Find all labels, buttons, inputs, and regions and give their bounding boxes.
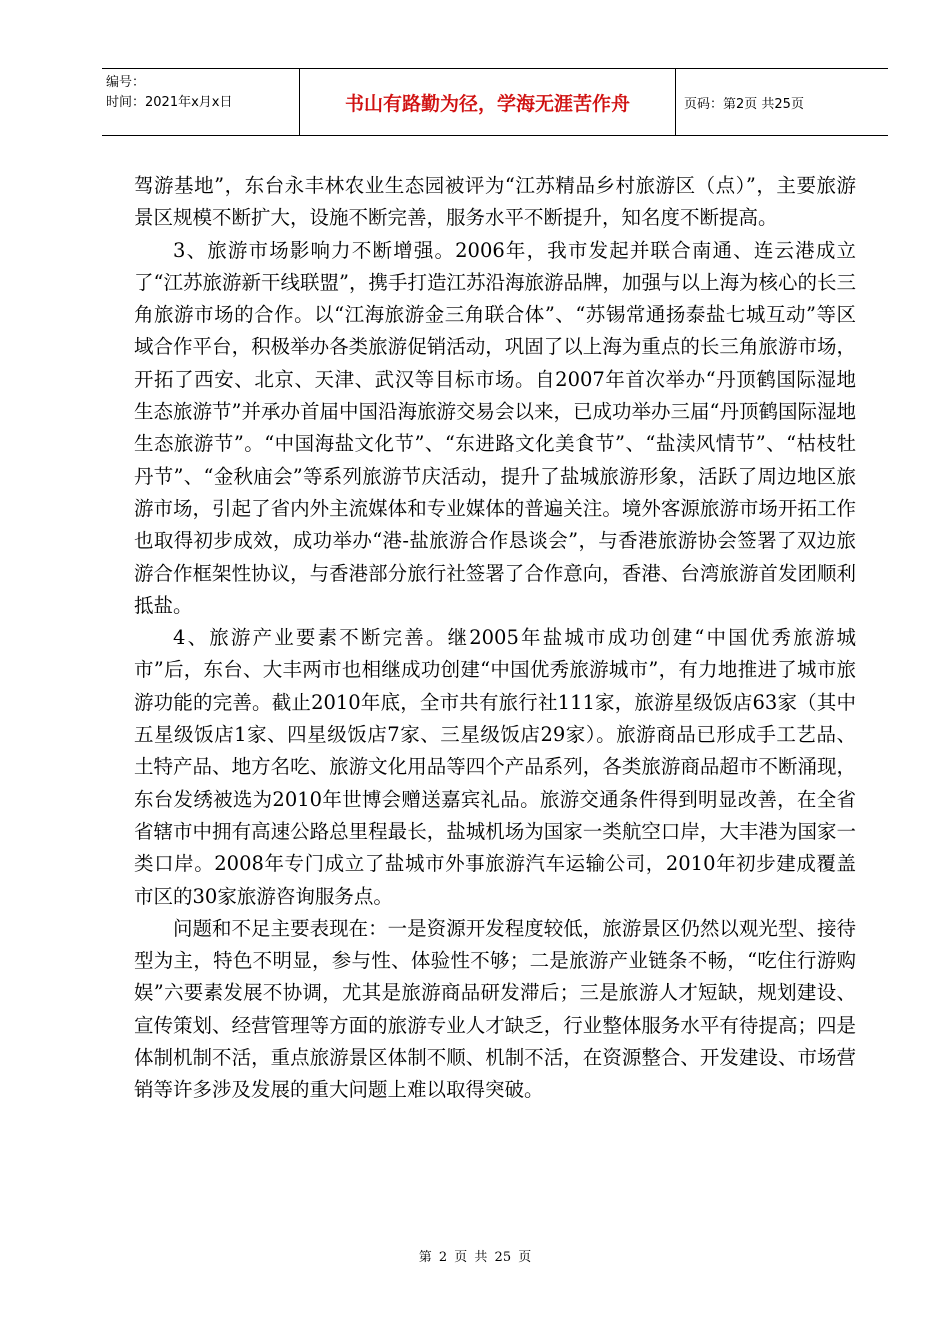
header-time: 时间：2021年x月x日 — [106, 95, 233, 110]
page-header — [102, 68, 888, 136]
paragraph-continuation: 驾游基地”，东台永丰林农业生态园被评为“江苏精品乡村旅游区（点）”，主要旅游景区规模不断扩大，设施不断完善，服务水平不断提升，知名度不断提高。 — [134, 174, 856, 230]
header-page-number: 页码：第2页 共25页 — [684, 96, 804, 112]
document-body — [134, 170, 856, 1107]
header-code: 编号： — [106, 75, 146, 90]
paragraph-industry-elements: 4、旅游产业要素不断完善。继2005年盐城市成功创建“中国优秀旅游城市”后，东台、大丰两市也相继成功创建“中国优秀旅游城市”，有力地推进了城市旅游功能的完善。截止2010年底，全市共有旅行社111家，旅游星级饭店63家（其中五星级饭店1家、四星级饭店7家、三星级饭店29家）。旅游商品已形成手工艺品、土特产品、地方名吃、旅游文化用品等四个产品系列，各类旅游商品超市不断涌现，东台发绣被选为2010年世博会赠送嘉宾礼品。旅游交通条件得到明显改善，在全省省辖市中拥有高速公路总里程最长，盐城机场为国家一类航空口岸，大丰港为国家一类口岸。2008年专门成立了盐城市外事旅游汽车运输公司，2010年初步建成覆盖市区的30家旅游咨询服务点。 — [134, 626, 856, 908]
paragraph-market-influence: 3、旅游市场影响力不断增强。2006年，我市发起并联合南通、连云港成立了“江苏旅游新干线联盟”，携手打造江苏沿海旅游品牌，加强与以上海为核心的长三角旅游市场的合作。以“江海旅游金三角联合体”、“苏锡常通扬泰盐七城互动”等区域合作平台，积极举办各类旅游促销活动，巩固了以上海为重点的长三角旅游市场，开拓了西安、北京、天津、武汉等目标市场。自2007年首次举办“丹顶鹤国际湿地生态旅游节”并承办首届中国沿海旅游交易会以来，已成功举办三届“丹顶鹤国际湿地生态旅游节”。“中国海盐文化节”、“东进路文化美食节”、“盐渎风情节”、“枯枝牡丹节”、“金秋庙会”等系列旅游节庆活动，提升了盐城旅游形象，活跃了周边地区旅游市场，引起了省内外主流媒体和专业媒体的普遍关注。境外客源旅游市场开拓工作也取得初步成效，成功举办“港-盐旅游合作恳谈会”，与香港旅游协会签署了双边旅游合作框架性协议，与香港部分旅行社签署了合作意向，香港、台湾旅游首发团顺利抵盐。 — [134, 238, 856, 617]
paragraph-problems: 问题和不足主要表现在：一是资源开发程度较低，旅游景区仍然以观光型、接待型为主，特色不明显，参与性、体验性不够；二是旅游产业链条不畅，“吃住行游购娱”六要素发展不协调，尤其是旅游商品研发滞后；三是旅游人才短缺，规划建设、宣传策划、经营管理等方面的旅游专业人才缺乏，行业整体服务水平有待提高；四是体制机制不活，重点旅游景区体制不顺、机制不活，在资源整合、开发建设、市场营销等许多涉及发展的重大问题上难以取得突破。 — [134, 916, 856, 1102]
header-motto: 书山有路勤为径，学海无涯苦作舟 — [300, 69, 676, 135]
page-footer: 第 2 页 共 25 页 — [418, 1250, 532, 1265]
header-meta — [102, 69, 300, 135]
